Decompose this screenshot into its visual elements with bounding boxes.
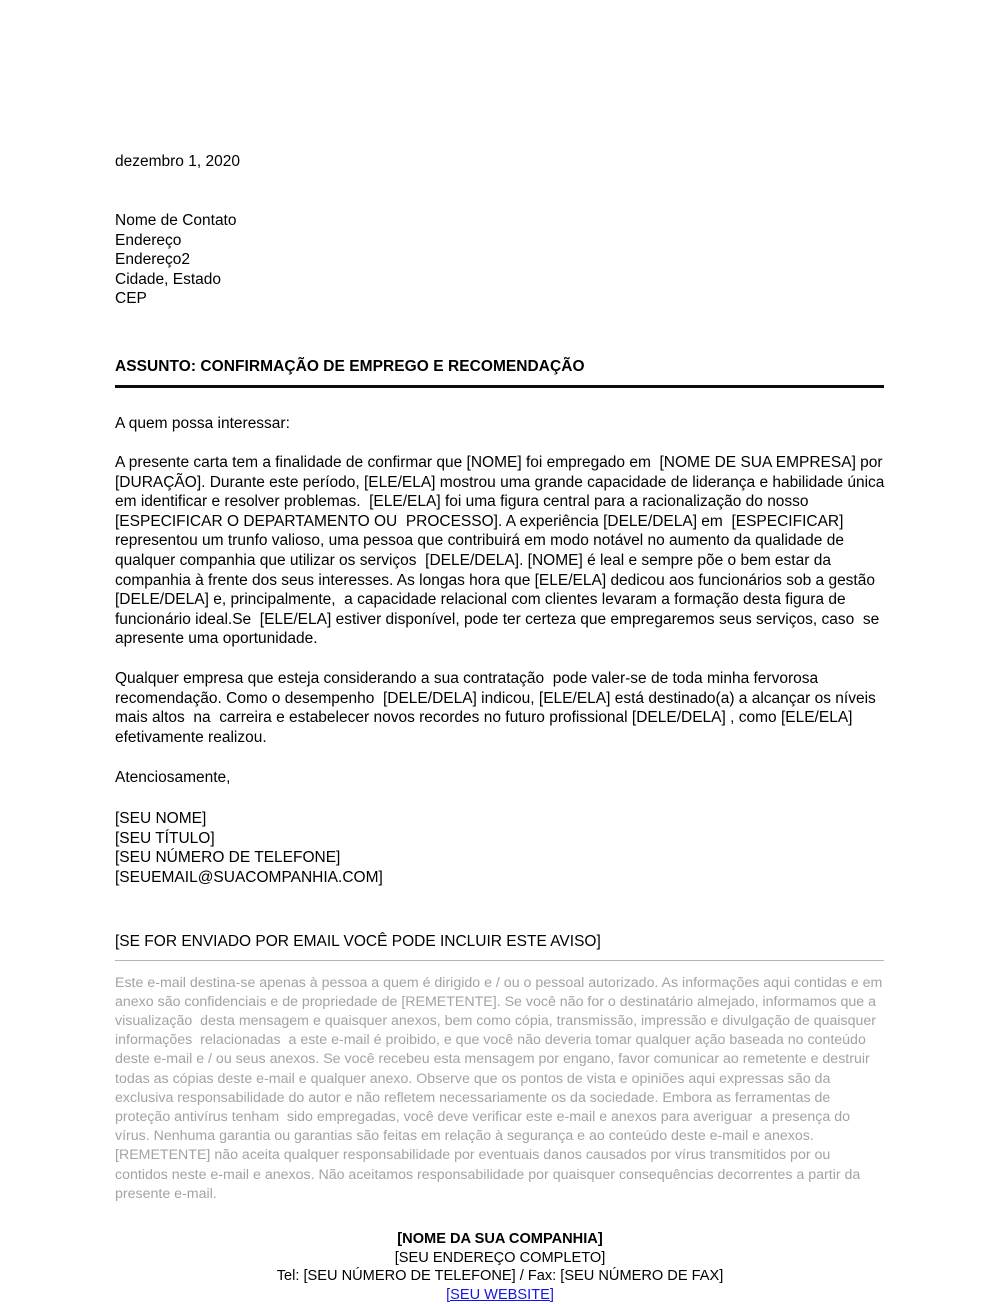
signature-phone: [SEU NÚMERO DE TELEFONE] (115, 849, 341, 867)
footer-website-link[interactable] (115, 1286, 885, 1304)
signature-email: [SEUEMAIL@SUACOMPANHIA.COM] (115, 869, 383, 887)
subject-divider (115, 385, 884, 388)
recipient-address-block (115, 211, 885, 309)
letter-date: dezembro 1, 2020 (115, 153, 240, 170)
signature-name: [SEU NOME] (115, 810, 207, 828)
body-paragraph-2: Qualquer empresa que esteja considerando a sua contratação pode valer-se de toda minha fervorosa recomendação. Como o desempenho [DELE/DELA] indicou, [ELE/ELA] está destinado(a) a alcançar os níveis mais altos na carreira e estabelecer novos recordes no futuro profissional [DELE/DELA] , como [ELE/ELA] efetivamente realizou. (115, 669, 881, 746)
signature-block (115, 809, 885, 887)
subject-section (115, 357, 885, 388)
footer-contact: Tel: [SEU NÚMERO DE TELEFONE] / Fax: [SEU NÚMERO DE FAX] (276, 1268, 724, 1285)
footer-website-label[interactable]: [SEU WEBSITE] (446, 1286, 554, 1303)
email-disclaimer-text: Este e-mail destina-se apenas à pessoa a quem é dirigido e / ou o pessoal autorizado. As informações aqui contidas e em anexo são confidenciais e de propriedade de [REMETENTE]. Se você não for o destinatário almejado, informamos que a visualização desta mensagem e quaisquer anexos, bem como cópia, transmissão, impressão e divulgação de quaisquer informações relacionadas a este e-mail é proibido, e que você não deveria tomar qualquer ação baseada no conteúdo deste e-mail e / ou seus anexos. Se você recebeu esta mensagem por engano, favor comunicar ao remetente e destruir todas as cópias deste e-mail e qualquer anexo. Observe que os pontos de vista e opiniões aqui expressas são da exclusiva responsabilidade do autor e não refletem necessariamente os da sociedade. Embora as ferramentas de proteção antivírus tenham sido empregadas, você deve verificar este e-mail e anexos para averiguar a presença do vírus. Nenhuma garantia ou garantias são feitas em relação à segurança e ao conteúdo deste e-mail e anexos. [REMETENTE] não aceita qualquer responsabilidade por eventuais danos causados por vírus transmitidos por ou contidos neste e-mail e anexos. Não aceitamos responsabilidade por quaisquer consequências decorrentes a partir da presente e-mail. (115, 974, 887, 1202)
signature-title: [SEU TÍTULO] (115, 829, 215, 847)
email-notice-heading: [SE FOR ENVIADO POR EMAIL VOCÊ PODE INCLUIR ESTE AVISO] (115, 932, 601, 950)
footer-address: [SEU ENDEREÇO COMPLETO] (394, 1249, 606, 1266)
subject-heading: ASSUNTO: CONFIRMAÇÃO DE EMPREGO E RECOMENDAÇÃO (115, 357, 585, 375)
letter-footer (115, 1230, 885, 1304)
footer-company-name: [NOME DA SUA COMPANHIA] (397, 1231, 603, 1248)
body-paragraph-1: A presente carta tem a finalidade de confirmar que [NOME] foi empregado em [NOME DE SUA EMPRESA] por [DURAÇÃO]. Durante este período, [ELE/ELA] mostrou uma grande capacidade de liderança e habilidade única em identificar e resolver problemas. [ELE/ELA] foi uma figura central para a racionalização do nosso [ESPECIFICAR O DEPARTAMENTO OU PROCESSO]. A experiência [DELE/DELA] em [ESPECIFICAR] representou um trunfo valioso, uma pessoa que contribuirá em modo notável no aumento da qualidade de qualquer companhia que utilizar os serviços [DELE/DELA]. [NOME] é leal e sempre põe o bem estar da companhia à frente dos seus interesses. As longas hora que [ELE/ELA] dedicou aos funcionários sob a gestão [DELE/DELA] e, principalmente, a capacidade relacional com clientes levaram a formação desta figura de funcionário ideal.Se [ELE/ELA] estiver disponível, pode ter certeza que empregaremos seus serviços, caso se apresente uma oportunidade. (115, 453, 889, 648)
recipient-line-address1: Endereço (115, 231, 182, 249)
recipient-line-city-state: Cidade, Estado (115, 270, 221, 288)
notice-divider (115, 960, 884, 961)
recipient-line-address2: Endereço2 (115, 251, 190, 269)
salutation: A quem possa interessar: (115, 414, 290, 432)
letter-content (115, 0, 889, 1304)
recipient-line-name: Nome de Contato (115, 212, 237, 229)
recipient-line-postal-code: CEP (115, 290, 147, 308)
closing-salutation: Atenciosamente, (115, 769, 231, 787)
